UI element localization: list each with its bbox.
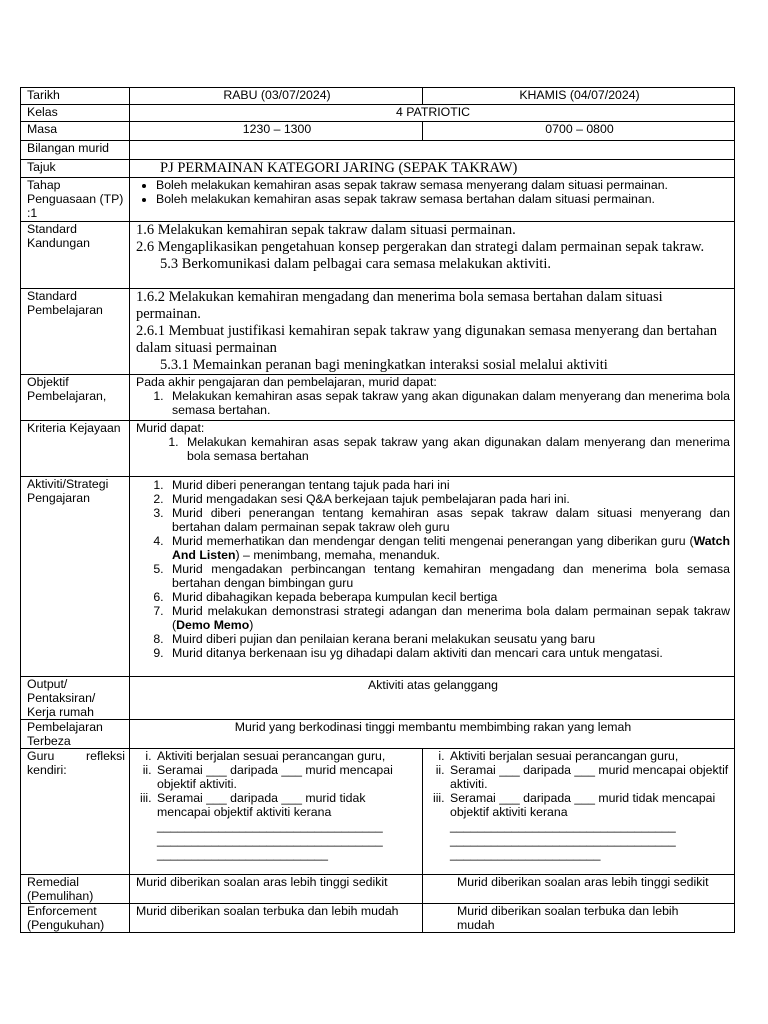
aktiviti-text: Murid memerhatikan dan mendengar dengan teliti mengenai penerangan yang diberikan guru ( xyxy=(172,534,694,548)
row-enforcement xyxy=(21,904,735,933)
label-tahap: Tahap Penguasaan (TP) :1 xyxy=(21,178,130,222)
remedial-day1: Murid diberikan soalan aras lebih tinggi sedikit xyxy=(130,875,423,904)
row-bilangan xyxy=(21,141,735,160)
bilangan-value xyxy=(130,141,735,160)
label-terbeza: Pembelajaran Terbeza xyxy=(21,720,130,749)
label-standard-pembelajaran: Standard Pembelajaran xyxy=(21,289,130,375)
row-kelas xyxy=(21,105,735,122)
aktiviti-list xyxy=(136,478,730,660)
aktiviti-item: 9. Murid ditanya berkenaan isu yg dihadapi dalam aktiviti dan mencari cara untuk mengatasi. xyxy=(167,646,730,660)
date-day1: RABU (03/07/2024) xyxy=(130,88,423,105)
tajuk-value: PJ PERMAINAN KATEGORI JARING (SEPAK TAKRAW) xyxy=(130,160,735,178)
masa-day1: 1230 – 1300 xyxy=(130,122,423,141)
lesson-plan-table xyxy=(20,87,735,933)
row-masa xyxy=(21,122,735,141)
sp-line: 1.6.2 Melakukan kemahiran mengadang dan menerima bola semasa bertahan dalam situasi permainan. xyxy=(136,289,663,322)
row-tajuk xyxy=(21,160,735,178)
aktiviti-item: 2. Murid mengadakan sesi Q&A berkejaan tajuk pembelajaran pada hari ini. xyxy=(167,492,730,506)
refleksi-day1-list xyxy=(133,749,418,819)
label-tarikh: Tarikh xyxy=(21,88,130,105)
label-objektif: Objektif Pembelajaran, xyxy=(21,375,130,421)
objektif-list xyxy=(136,389,730,417)
row-terbeza xyxy=(21,720,735,749)
blank-line: _________________________ xyxy=(157,847,328,861)
blank-line: _________________________________ xyxy=(157,833,383,847)
blank-line: _________________________________ xyxy=(450,819,676,833)
kriteria-intro: Murid dapat: xyxy=(136,421,205,435)
aktiviti-item: 5. Murid mengadakan perbincangan tentang kemahiran mengadang dan menerima bola semasa bertahan dengan bimbingan guru xyxy=(167,562,730,590)
aktiviti-item xyxy=(167,604,730,632)
masa-day2: 0700 – 0800 xyxy=(423,122,735,141)
label-tajuk: Tajuk xyxy=(21,160,130,178)
tahap-item: • Boleh melakukan kemahiran asas sepak takraw semasa menyerang dalam situasi permainan. xyxy=(156,178,730,192)
objektif-intro: Pada akhir pengajaran dan pembelajaran, murid dapat: xyxy=(136,375,437,389)
row-standard-kandungan xyxy=(21,222,735,289)
blank-line: ______________________ xyxy=(450,847,601,861)
aktiviti-text: ) – menimbang, memaha, menanduk. xyxy=(235,548,440,562)
label-masa: Masa xyxy=(21,122,130,141)
kelas-value: 4 PATRIOTIC xyxy=(130,105,735,122)
aktiviti-item: 8. Muird diberi pujian dan penilaian kerana berani melakukan seusatu yang baru xyxy=(167,632,730,646)
terbeza-value: Murid yang berkodinasi tinggi membantu membimbing rakan yang lemah xyxy=(130,720,735,749)
sp-line: 5.3.1 Memainkan peranan bagi meningkatkan interaksi sosial melalui aktiviti xyxy=(160,357,608,373)
enforcement-day1: Murid diberikan soalan terbuka dan lebih mudah xyxy=(130,904,423,933)
aktiviti-item xyxy=(167,534,730,562)
label-refleksi: Guru refleksi kendiri: xyxy=(27,749,125,777)
row-refleksi xyxy=(21,749,735,875)
label-kriteria: Kriteria Kejayaan xyxy=(21,421,130,477)
row-aktiviti xyxy=(21,477,735,677)
row-kriteria xyxy=(21,421,735,477)
row-output xyxy=(21,677,735,720)
row-objektif xyxy=(21,375,735,421)
sk-line: 2.6 Mengaplikasikan pengetahuan konsep pergerakan dan strategi dalam permainan sepak takraw. xyxy=(136,239,705,255)
label-enforcement: Enforcement (Pengukuhan) xyxy=(21,904,130,933)
sk-line: 5.3 Berkomunikasi dalam pelbagai cara semasa melakukan aktiviti. xyxy=(160,256,551,272)
enforcement-day2: Murid diberikan soalan terbuka dan lebih mudah xyxy=(423,904,735,933)
tahap-list xyxy=(136,178,730,206)
label-aktiviti: Aktiviti/Strategi Pengajaran xyxy=(21,477,130,677)
refleksi-item: iii. Seramai ___ daripada ___ murid tidak mencapai objektif aktiviti kerana xyxy=(155,791,418,819)
date-day2: KHAMIS (04/07/2024) xyxy=(423,88,735,105)
sp-line: 2.6.1 Membuat justifikasi kemahiran sepak takraw yang digunakan semasa menyerang dan bertahan dalam situasi permainan xyxy=(136,323,718,356)
row-tahap xyxy=(21,178,735,222)
refleksi-item: iii. Seramai ___ daripada ___ murid tidak mencapai objektif aktiviti kerana xyxy=(448,791,730,819)
row-remedial xyxy=(21,875,735,904)
label-standard-kandungan: Standard Kandungan xyxy=(21,222,130,289)
label-remedial: Remedial (Pemulihan) xyxy=(21,875,130,904)
refleksi-item: i. Aktiviti berjalan sesuai perancangan guru, xyxy=(155,749,418,763)
remedial-day2: Murid diberikan soalan aras lebih tinggi sedikit xyxy=(423,875,735,904)
blank-line: _________________________________ xyxy=(157,819,383,833)
aktiviti-text: Murid melakukan demonstrasi strategi adangan dan menerima bola dalam permainan sepak takraw ( xyxy=(172,604,730,632)
strategy-name: Demo Memo xyxy=(176,618,250,632)
row-standard-pembelajaran xyxy=(21,289,735,375)
sk-line: 1.6 Melakukan kemahiran sepak takraw dalam situasi permainan. xyxy=(136,222,516,238)
tahap-item: • Boleh melakukan kemahiran asas sepak takraw semasa bertahan dalam situasi permainan. xyxy=(156,192,730,206)
row-tarikh xyxy=(21,88,735,105)
label-bilangan: Bilangan murid xyxy=(21,141,130,160)
aktiviti-text: ) xyxy=(249,618,254,632)
aktiviti-item: 6. Murid dibahagikan kepada beberapa kumpulan kecil bertiga xyxy=(167,590,730,604)
aktiviti-item: 3. Murid diberi penerangan tentang kemahiran asas sepak takraw dalam situasi menyerang dan bertahan dalam permainan sepak takraw oleh guru xyxy=(167,506,730,534)
kriteria-list xyxy=(136,435,730,463)
refleksi-day2-list xyxy=(426,749,730,819)
label-output: Output/ Pentaksiran/ Kerja rumah xyxy=(21,677,130,720)
objektif-item: 1. Melakukan kemahiran asas sepak takraw yang akan digunakan dalam menyerang dan menerima bola semasa bertahan. xyxy=(167,389,730,417)
label-kelas: Kelas xyxy=(21,105,130,122)
refleksi-item: ii. Seramai ___ daripada ___ murid mencapai objektif aktiviti. xyxy=(448,763,730,791)
refleksi-item: ii. Seramai ___ daripada ___ murid mencapai objektif aktiviti. xyxy=(155,763,418,791)
refleksi-item: i. Aktiviti berjalan sesuai perancangan guru, xyxy=(448,749,730,763)
kriteria-item: 1. Melakukan kemahiran asas sepak takraw yang akan digunakan dalam menyerang dan menerima bola semasa bertahan xyxy=(182,435,730,463)
blank-line: _________________________________ xyxy=(450,833,676,847)
aktiviti-item: 1. Murid diberi penerangan tentang tajuk pada hari ini xyxy=(167,478,730,492)
strategy-name: Watch And Listen xyxy=(172,534,730,562)
output-value: Aktiviti atas gelanggang xyxy=(130,677,735,720)
